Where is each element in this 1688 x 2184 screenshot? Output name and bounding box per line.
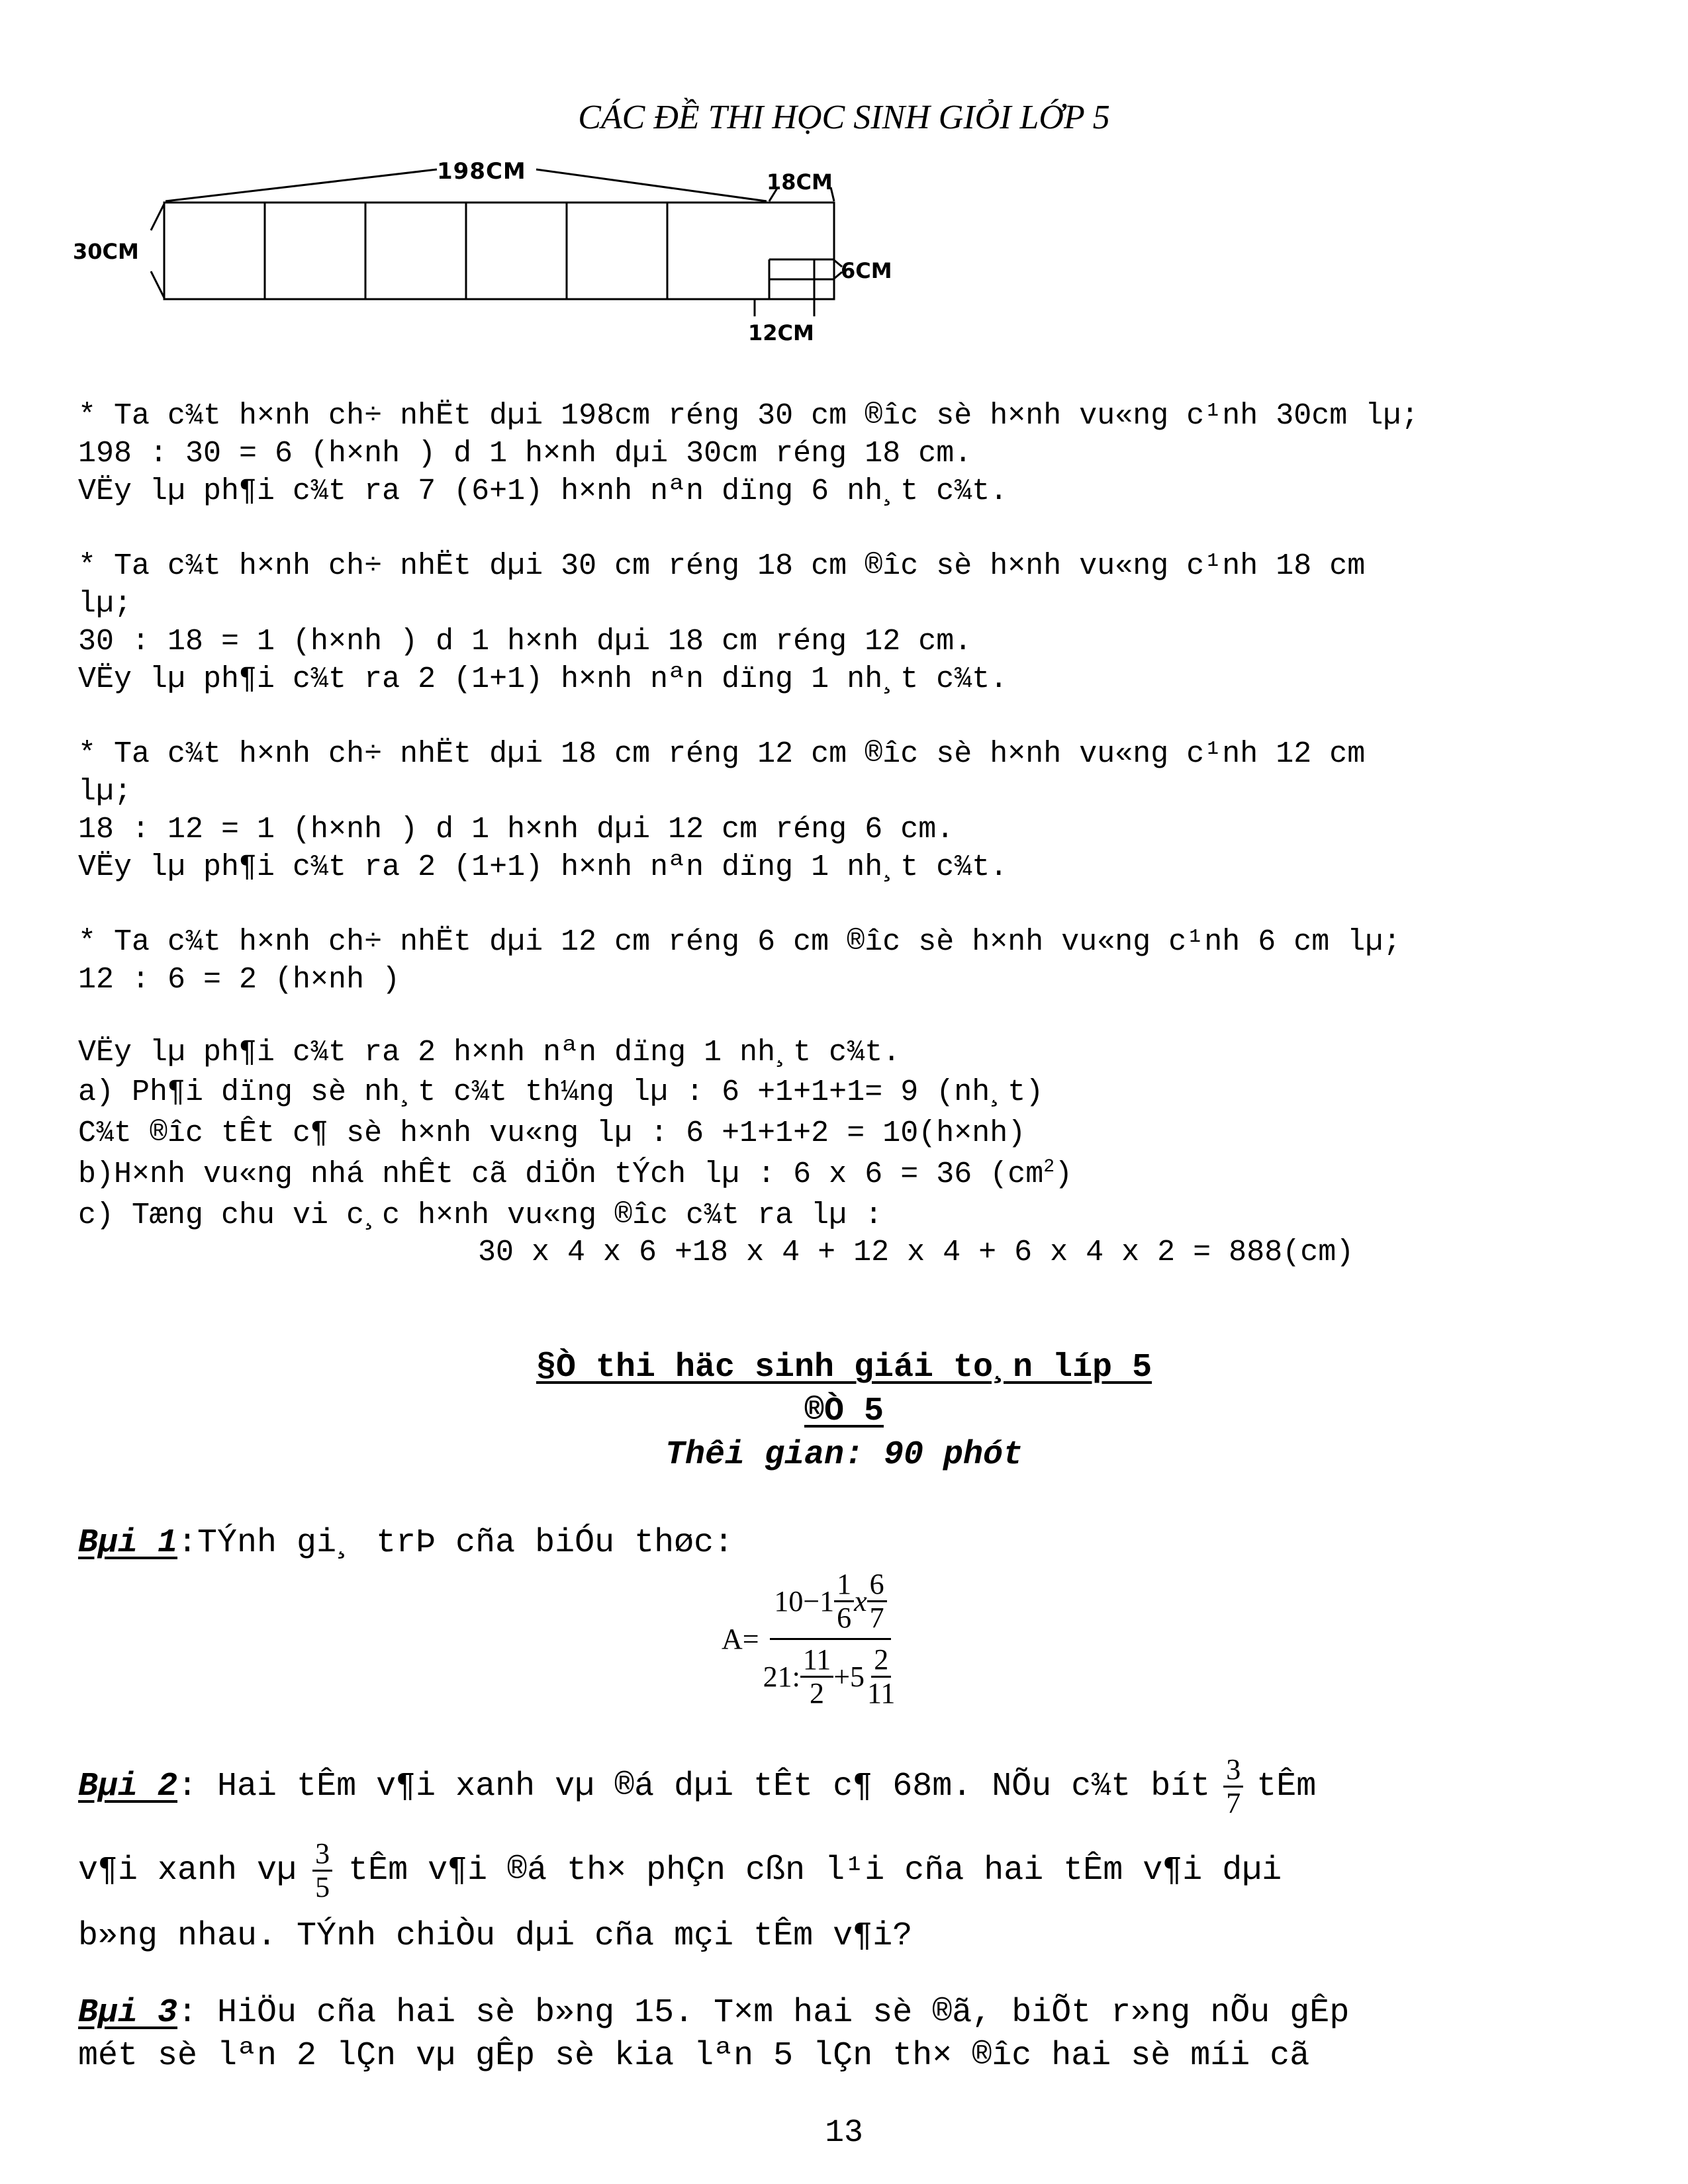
solution-line-12: * Ta c¾t h×nh ch÷ nhËt dµi 12 cm réng 6 cm ®îc sè h×nh vu«ng c¹nh 6 cm lµ; bbox=[78, 925, 1401, 959]
solution-line-4: * Ta c¾t h×nh ch÷ nhËt dµi 30 cm réng 18 cm ®îc sè h×nh vu«ng c¹nh 18 cm bbox=[78, 549, 1366, 583]
answer-b-close: ) bbox=[1055, 1158, 1073, 1191]
fraction-11-2: $\frac{11}{2}$ bbox=[800, 1644, 833, 1709]
label-30cm: 30CM bbox=[73, 239, 139, 264]
exam-title: §Ò thi häc sinh giái to¸n líp 5 bbox=[536, 1349, 1152, 1387]
problem-2-text-1b: tÊm bbox=[1256, 1767, 1317, 1805]
expression-prefix: A= bbox=[722, 1623, 759, 1655]
solution-line-8: * Ta c¾t h×nh ch÷ nhËt dµi 18 cm réng 12 cm ®îc sè h×nh vu«ng c¹nh 12 cm bbox=[78, 737, 1366, 771]
solution-line-2: 198 : 30 = 6 (h×nh ) d 1 h×nh dµi 30cm réng 18 cm. bbox=[78, 437, 972, 471]
fraction-6-7: $\frac{6}{7}$ bbox=[867, 1569, 887, 1634]
label-6cm: 6CM bbox=[841, 258, 892, 283]
main-numerator bbox=[770, 1569, 890, 1640]
main-fraction bbox=[759, 1569, 902, 1709]
solution-line-14: VËy lµ ph¶i c¾t ra 2 h×nh nªn dïng 1 nh¸t c¾t. bbox=[78, 1036, 901, 1069]
fraction-2-11: $\frac{2}{11}$ bbox=[867, 1643, 896, 1709]
solution-line-1: * Ta c¾t h×nh ch÷ nhËt dµi 198cm réng 30 cm ®îc sè h×nh vu«ng c¹nh 30cm lµ; bbox=[78, 399, 1419, 433]
solution-line-3: VËy lµ ph¶i c¾t ra 7 (6+1) h×nh nªn dïng 6 nh¸t c¾t. bbox=[78, 475, 1008, 508]
solution-line-13: 12 : 6 = 2 (h×nh ) bbox=[78, 963, 400, 997]
exam-number: ®Ò 5 bbox=[804, 1392, 884, 1430]
answer-a-line-2: C¾t ®îc tÊt c¶ sè h×nh vu«ng lµ : 6 +1+1+2 = 10(h×nh) bbox=[78, 1116, 1026, 1150]
problem-2-text-2a: v¶i xanh vµ bbox=[78, 1851, 297, 1889]
denominator-lead: 21: bbox=[763, 1661, 800, 1693]
label-18cm: 18CM bbox=[767, 169, 833, 195]
problem-1-label: Bµi 1 bbox=[78, 1524, 178, 1562]
fraction-3-7: $\frac{3}{7}$ bbox=[1223, 1754, 1243, 1819]
exam-title-block bbox=[0, 1349, 1688, 1387]
problem-2-text-1: : Hai tÊm v¶i xanh vµ ®á dµi tÊt c¶ 68m. NÕu c¾t bít bbox=[177, 1767, 1211, 1805]
fraction-3-5: $\frac{3}{5}$ bbox=[312, 1838, 332, 1903]
solution-line-9: lµ; bbox=[78, 775, 132, 809]
label-198cm: 198CM bbox=[437, 158, 526, 185]
problem-1-line bbox=[78, 1522, 733, 1565]
problem-2-line-3: b»ng nhau. TÝnh chiÒu dµi cña mçi tÊm v¶i? bbox=[78, 1917, 913, 1955]
solution-line-11: VËy lµ ph¶i c¾t ra 2 (1+1) h×nh nªn dïng 1 nh¸t c¾t. bbox=[78, 850, 1008, 884]
exam-time: Thêi gian: 90 phót bbox=[665, 1436, 1023, 1474]
expression-a bbox=[722, 1569, 902, 1709]
times-sign: x bbox=[854, 1585, 867, 1617]
solution-line-7: VËy lµ ph¶i c¾t ra 2 (1+1) h×nh nªn dïng 1 nh¸t c¾t. bbox=[78, 662, 1008, 696]
cutting-diagram bbox=[66, 151, 940, 349]
problem-2-text-2b: tÊm v¶i ®á th× phÇn cßn l¹i cña hai tÊm v¶i dµi bbox=[348, 1851, 1282, 1889]
rectangle-diagram-svg bbox=[66, 151, 940, 349]
problem-2-label: Bµi 2 bbox=[78, 1767, 178, 1805]
solution-line-10: 18 : 12 = 1 (h×nh ) d 1 h×nh dµi 12 cm réng 6 cm. bbox=[78, 813, 955, 846]
label-12cm: 12CM bbox=[748, 320, 814, 345]
answer-b-line bbox=[78, 1156, 1072, 1193]
problem-1-text: :TÝnh gi¸ trÞ cña biÓu thøc: bbox=[177, 1524, 734, 1562]
answer-a-line-1: a) Ph¶i dïng sè nh¸t c¾t th¼ng lµ : 6 +1+1+1= 9 (nh¸t) bbox=[78, 1075, 1044, 1109]
solution-line-5: lµ; bbox=[78, 587, 132, 621]
numerator-lead: 10−1 bbox=[774, 1585, 835, 1617]
plus-five: +5 bbox=[833, 1661, 865, 1693]
answer-b-text: b)H×nh vu«ng nhá nhÊt cã diÖn tÝch lµ : 6 x 6 = 36 (cm bbox=[78, 1158, 1044, 1191]
exam-number-block bbox=[0, 1392, 1688, 1430]
fraction-1-6: $\frac{1}{6}$ bbox=[834, 1569, 854, 1634]
problem-2-line-2 bbox=[78, 1838, 1282, 1903]
main-denominator bbox=[759, 1640, 902, 1709]
page-header: CÁC ĐỀ THI HỌC SINH GIỎI LỚP 5 bbox=[578, 99, 1110, 136]
page-number: 13 bbox=[825, 2115, 863, 2151]
answer-b-superscript: 2 bbox=[1043, 1157, 1055, 1177]
problem-2-line-1 bbox=[78, 1754, 1316, 1819]
problem-3-line-2: mét sè lªn 2 lÇn vµ gÊp sè kia lªn 5 lÇn th× ®îc hai sè míi cã bbox=[78, 2037, 1310, 2075]
problem-3-text-1: : HiÖu cña hai sè b»ng 15. T×m hai sè ®ã, biÕt r»ng nÕu gÊp bbox=[177, 1994, 1350, 2032]
problem-3-line-1 bbox=[78, 1992, 1349, 2034]
answer-c-line-2: 30 x 4 x 6 +18 x 4 + 12 x 4 + 6 x 4 x 2 = 888(cm) bbox=[478, 1236, 1354, 1269]
problem-3-label: Bµi 3 bbox=[78, 1994, 178, 2032]
answer-c-line-1: c) Tæng chu vi c¸c h×nh vu«ng ®îc c¾t ra lµ : bbox=[78, 1199, 883, 1232]
solution-line-6: 30 : 18 = 1 (h×nh ) d 1 h×nh dµi 18 cm réng 12 cm. bbox=[78, 625, 972, 659]
